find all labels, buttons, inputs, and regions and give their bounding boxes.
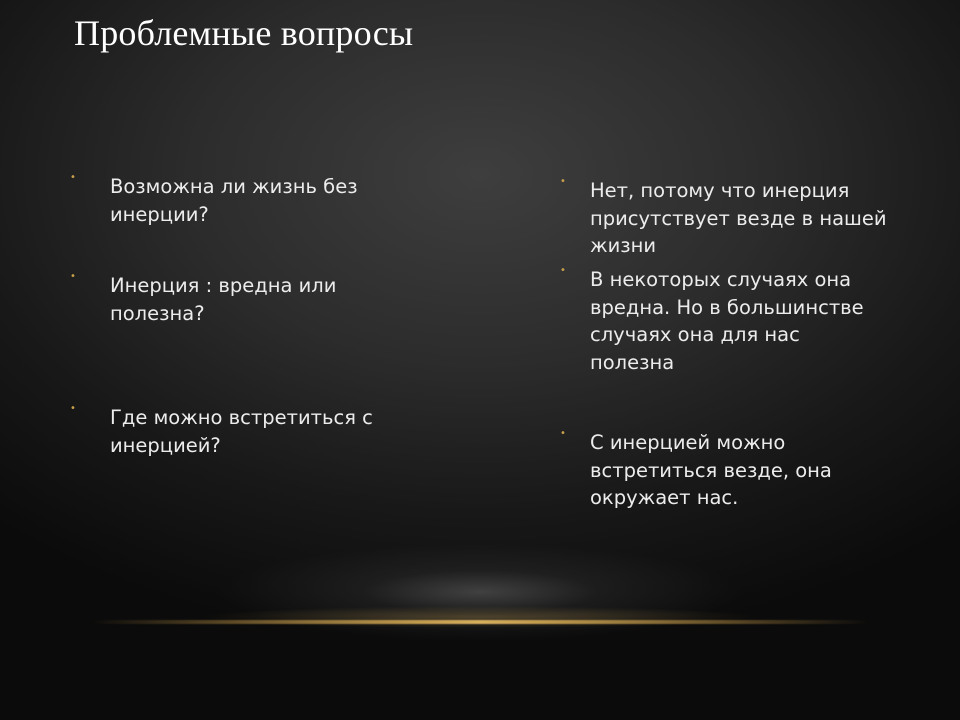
horizon-line [90, 620, 870, 624]
answer-item [560, 265, 890, 376]
answer-text: С инерцией можно встретиться везде, она окружает нас. [590, 431, 832, 509]
question-item [70, 403, 430, 459]
bullet-icon: • [70, 403, 76, 414]
bullet-icon: • [70, 271, 76, 282]
question-text: Где можно встретиться с инерцией? [110, 406, 373, 457]
answer-item [560, 176, 890, 260]
question-text: Инерция : вредна или полезна? [110, 274, 337, 325]
answer-item [560, 428, 890, 512]
bullet-icon: • [560, 265, 566, 276]
answer-text: В некоторых случаях она вредна. Но в большинстве случаях она для нас полезна [590, 268, 864, 374]
slide-title: Проблемные вопросы [74, 13, 414, 53]
horizon-glow [200, 606, 760, 628]
bullet-icon: • [560, 176, 566, 187]
question-text: Возможна ли жизнь без инерции? [110, 175, 358, 226]
bullet-icon: • [70, 172, 76, 183]
bullet-icon: • [560, 428, 566, 439]
answer-text: Нет, потому что инерция присутствует везде в нашей жизни [590, 179, 887, 257]
question-item [70, 271, 430, 327]
question-item [70, 172, 430, 228]
